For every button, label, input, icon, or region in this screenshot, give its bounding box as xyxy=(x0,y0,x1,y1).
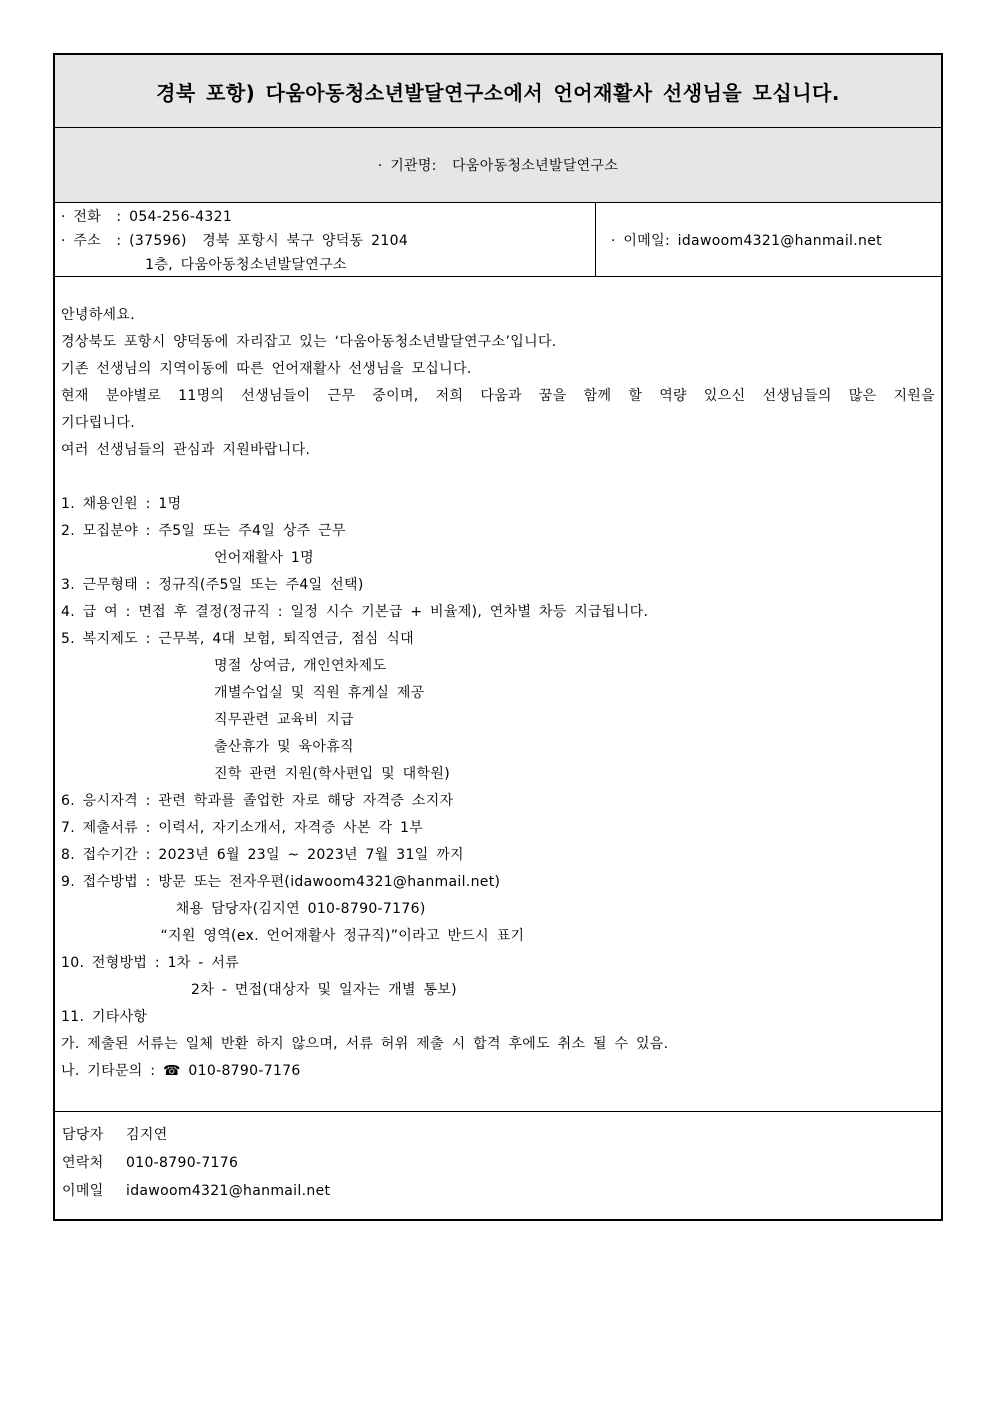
body-line: 나. 기타문의 : ☎ 010-8790-7176 xyxy=(61,1063,301,1079)
email-line: · 이메일: idawoom4321@hanmail.net xyxy=(611,232,882,249)
body-line: 현재 분야별로 11명의 선생님들이 근무 중이며, 저희 다움과 꿈을 함께 할 역량 있으신 선생님들의 많은 지원을 xyxy=(61,388,935,404)
footer-contact-cell xyxy=(55,1112,941,1219)
footer-row xyxy=(62,1149,935,1177)
body-line: 직무관련 교육비 지급 xyxy=(61,712,354,728)
body-line: 4. 급 여 : 면접 후 결정(정규직 : 일정 시수 기본급 + 비율제), 연차별 차등 지급됩니다. xyxy=(61,604,649,620)
contact-line: · 전화 : 054-256-4321 xyxy=(61,209,233,225)
body-line: 경상북도 포항시 양덕동에 자리잡고 있는 ‘다움아동청소년발달연구소’입니다. xyxy=(61,334,557,350)
body-line: 기다립니다. xyxy=(61,415,135,431)
organization-name-line: · 기관명: 다움아동청소년발달연구소 xyxy=(55,128,941,203)
job-posting-table xyxy=(53,53,943,1221)
body-line: 2차 - 면접(대상자 및 일자는 개별 통보) xyxy=(61,982,457,998)
footer-value: idawoom4321@hanmail.net xyxy=(126,1183,331,1199)
contact-line: · 주소 : (37596) 경북 포항시 북구 양덕동 2104 xyxy=(61,233,409,249)
footer-label: 연락처 xyxy=(62,1155,104,1171)
body-line: 2. 모집분야 : 주5일 또는 주4일 상주 근무 xyxy=(61,523,346,539)
body-line: 가. 제출된 서류는 일체 반환 하지 않으며, 서류 허위 제출 시 합격 후에도 취소 될 수 있음. xyxy=(61,1036,669,1052)
body-line: 1. 채용인원 : 1명 xyxy=(61,496,182,512)
body-line: 진학 관련 지원(학사편입 및 대학원) xyxy=(61,766,450,782)
body-line: 6. 응시자격 : 관련 학과를 졸업한 자로 해당 자격증 소지자 xyxy=(61,793,454,809)
body-line: 8. 접수기간 : 2023년 6월 23일 ~ 2023년 7월 31일 까지 xyxy=(61,847,464,863)
body-text-cell xyxy=(55,277,941,1112)
body-line: 10. 전형방법 : 1차 - 서류 xyxy=(61,955,240,971)
body-line: 여러 선생님들의 관심과 지원바랍니다. xyxy=(61,442,311,458)
body-line: 5. 복지제도 : 근무복, 4대 보험, 퇴직연금, 점심 식대 xyxy=(61,631,414,647)
body-line: “지원 영역(ex. 언어재활사 정규직)”이라고 반드시 표기 xyxy=(61,928,525,944)
body-line: 기존 선생님의 지역이동에 따른 언어재활사 선생님을 모십니다. xyxy=(61,361,472,377)
body-line xyxy=(61,464,935,491)
body-line: 3. 근무형태 : 정규직(주5일 또는 주4일 선택) xyxy=(61,577,364,593)
body-line: 개별수업실 및 직원 휴게실 제공 xyxy=(61,685,425,701)
body-line: 9. 접수방법 : 방문 또는 전자우편(idawoom4321@hanmail.net) xyxy=(61,874,501,890)
body-line: 출산휴가 및 육아휴직 xyxy=(61,739,354,755)
footer-label: 이메일 xyxy=(62,1183,104,1199)
body-line: 안녕하세요. xyxy=(61,307,135,323)
phone-address-cell xyxy=(55,203,596,276)
body-line: 언어재활사 1명 xyxy=(61,550,314,566)
footer-row xyxy=(62,1121,935,1149)
email-cell xyxy=(596,203,941,276)
contact-row xyxy=(55,203,941,277)
body-line: 채용 담당자(김지연 010-8790-7176) xyxy=(61,901,426,917)
footer-row xyxy=(62,1177,935,1205)
document-title: 경북 포항) 다움아동청소년발달연구소에서 언어재활사 선생님을 모십니다. xyxy=(55,55,941,128)
body-line: 명절 상여금, 개인연차제도 xyxy=(61,658,387,674)
body-line: 7. 제출서류 : 이력서, 자기소개서, 자격증 사본 각 1부 xyxy=(61,820,424,836)
body-line: 11. 기타사항 xyxy=(61,1009,148,1025)
contact-line: 1층, 다움아동청소년발달연구소 xyxy=(61,257,347,273)
footer-label: 담당자 xyxy=(62,1127,104,1143)
footer-value: 김지연 xyxy=(126,1127,168,1143)
footer-value: 010-8790-7176 xyxy=(126,1155,239,1171)
